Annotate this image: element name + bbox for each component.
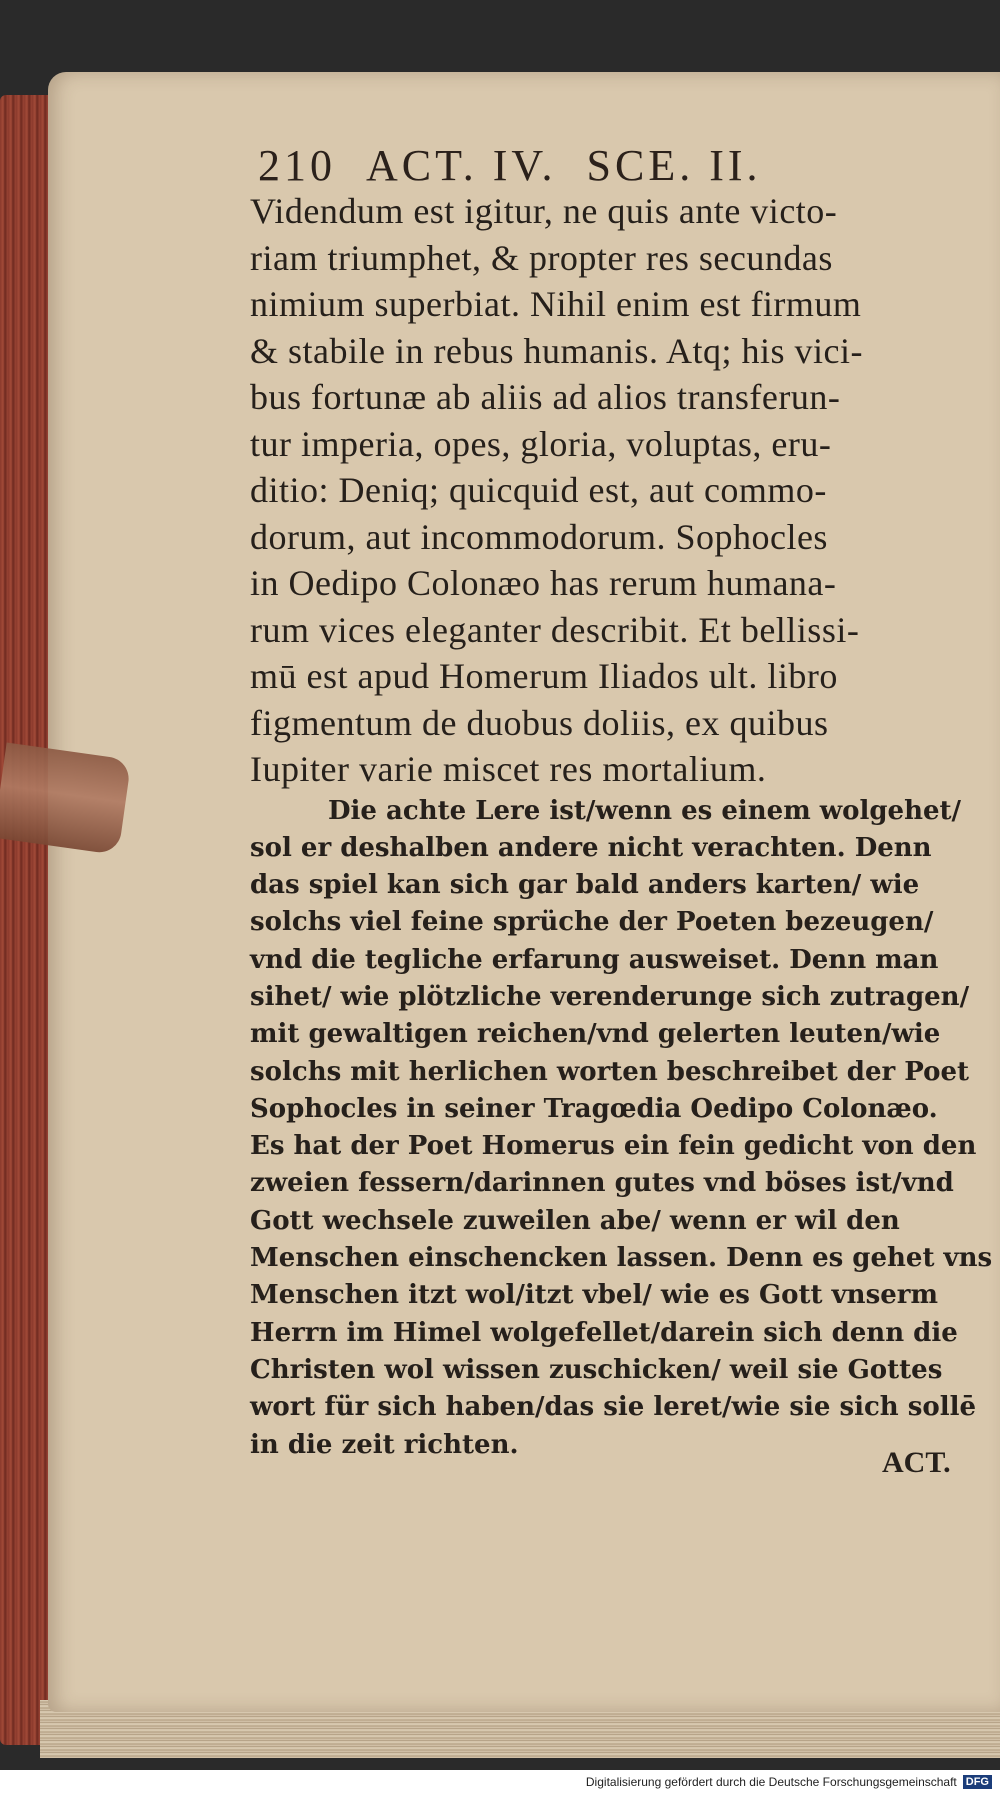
scene-label: SCE. II. <box>586 141 762 190</box>
german-line: in die zeit richten. <box>250 1429 519 1460</box>
latin-line: tur imperia, opes, gloria, voluptas, eru- <box>250 423 832 464</box>
german-line: Sophocles in seiner Tragœdia Oedipo Colonæo. <box>250 1093 938 1124</box>
dfg-logo-icon: DFG <box>963 1775 992 1789</box>
german-line: zweien fessern/darinnen gutes vnd böses ist/vnd <box>250 1168 954 1199</box>
german-paragraph <box>250 793 993 1464</box>
latin-line: & stabile in rebus humanis. Atq; his vici- <box>250 330 863 371</box>
latin-line: dorum, aut incommodorum. Sophocles <box>250 516 828 557</box>
digitization-credit <box>586 1775 992 1789</box>
german-line: solchs viel feine sprüche der Poeten bezeugen/ <box>250 907 934 938</box>
german-line: wort für sich haben/das sie leret/wie sie sich sollē <box>250 1392 977 1423</box>
german-line: solchs mit herlichen worten beschreibet der Poet <box>250 1056 969 1087</box>
latin-line: nimium superbiat. Nihil enim est firmum <box>250 284 862 324</box>
running-header <box>258 140 898 191</box>
act-label: ACT. IV. <box>366 141 557 190</box>
german-line: Die achte Lere ist/wenn es einem wolgehet/ <box>328 795 962 826</box>
credit-text: Digitalisierung gefördert durch die Deutsche Forschungsgemeinschaft <box>585 1775 957 1789</box>
german-line: Es hat der Poet Homerus ein fein gedicht von den <box>250 1131 977 1162</box>
latin-line: Videndum est igitur, ne quis ante victo- <box>250 191 838 231</box>
german-line: das spiel kan sich gar bald anders karten/ wie <box>250 870 920 901</box>
latin-line: rum vices eleganter describit. Et bellissi- <box>250 609 860 650</box>
german-line: sol er deshalben andere nicht verachten. Denn <box>250 832 932 863</box>
german-line: mit gewaltigen reichen/vnd gelerten leuten/wie <box>250 1019 941 1050</box>
german-line: Christen wol wissen zuschicken/ weil sie Gottes <box>250 1354 943 1385</box>
german-line: Menschen itzt wol/itzt vbel/ wie es Gott vnserm <box>250 1280 938 1311</box>
german-line: vnd die tegliche erfarung ausweiset. Denn man <box>250 944 939 975</box>
page-number: 210 <box>258 141 336 190</box>
latin-line: figmentum de duobus doliis, ex quibus <box>250 702 829 743</box>
latin-line: mū est apud Homerum Iliados ult. libro <box>250 656 838 696</box>
latin-line: riam triumphet, & propter res secundas <box>250 237 833 278</box>
page-body <box>250 188 993 1464</box>
latin-line: Iupiter varie miscet res mortalium. <box>250 749 767 789</box>
catchword: ACT. <box>882 1446 951 1479</box>
latin-line: in Oedipo Colonæo has rerum humana- <box>250 563 837 603</box>
latin-line: ditio: Deniq; quicquid est, aut commo- <box>250 470 827 510</box>
page-tab-marker <box>0 742 131 855</box>
latin-line: bus fortunæ ab aliis ad alios transferun- <box>250 377 841 417</box>
german-line: Menschen einschencken lassen. Denn es gehet vns <box>250 1243 993 1274</box>
german-line: sihet/ wie plötzliche verenderunge sich zutragen/ <box>250 981 970 1012</box>
latin-paragraph <box>250 188 950 793</box>
german-line: Herrn im Himel wolgefellet/darein sich denn die <box>250 1317 958 1348</box>
german-line: Gott wechsele zuweilen abe/ wenn er wil den <box>250 1205 900 1236</box>
